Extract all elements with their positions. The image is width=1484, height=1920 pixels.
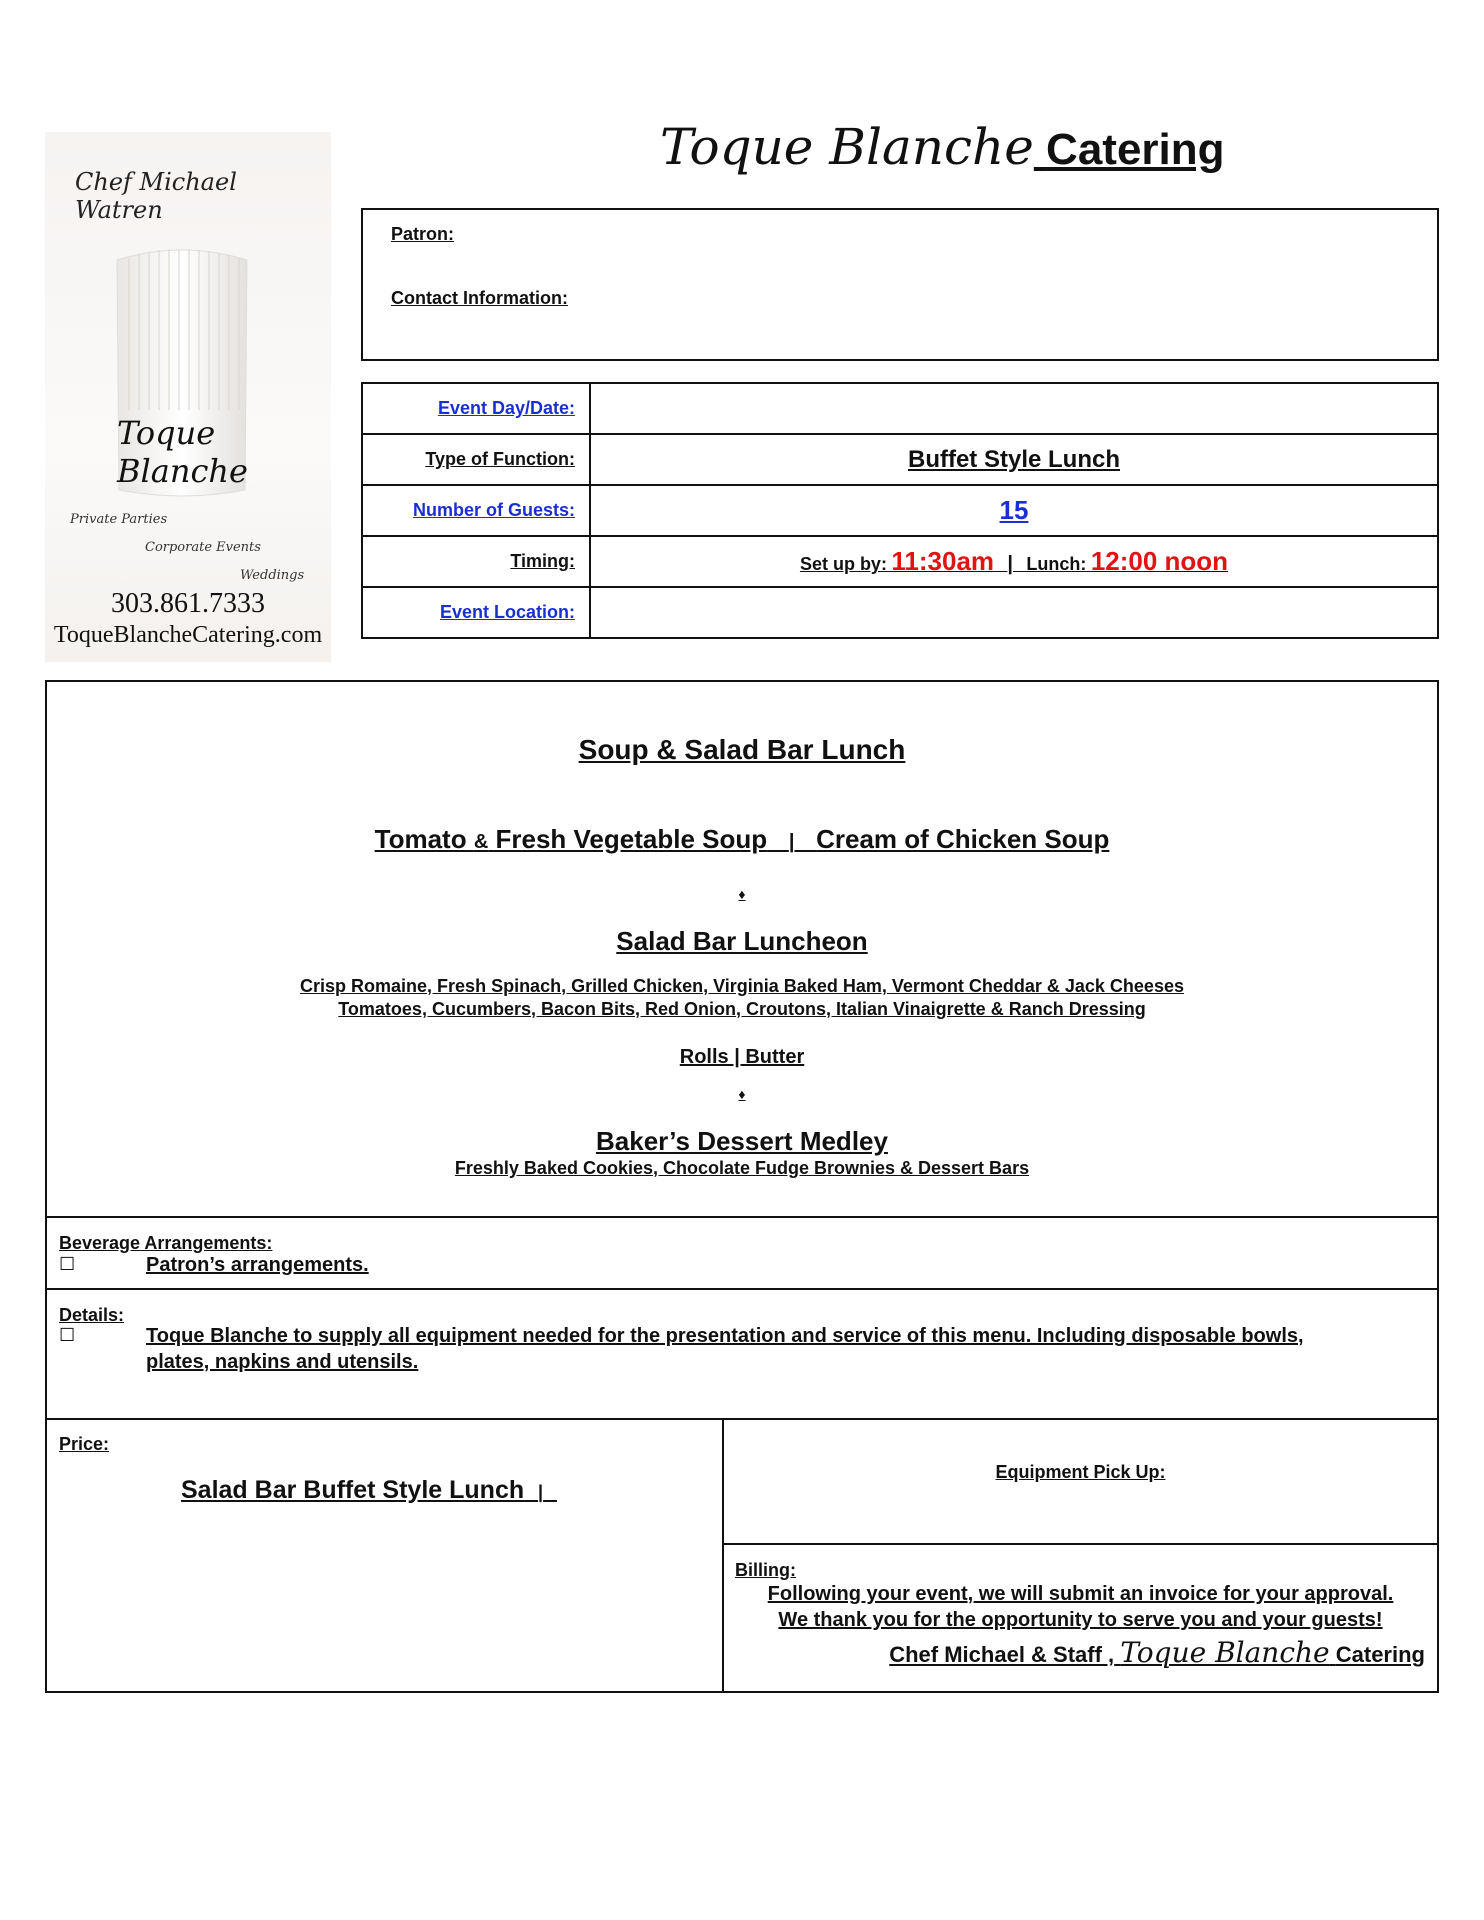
title-brand-script: Toque Blanche <box>660 118 1034 176</box>
setup-label: Set up by: <box>799 554 887 574</box>
billing-signature <box>889 1636 1425 1669</box>
timing-row <box>362 536 1438 587</box>
service-private-parties: Private Parties <box>70 512 168 527</box>
setup-time: 11:30am <box>891 546 995 576</box>
service-weddings: Weddings <box>240 568 305 583</box>
patron-box <box>361 208 1439 361</box>
billing-line-2: We thank you for the opportunity to serve you and your guests! <box>778 1609 1383 1631</box>
timing-value <box>590 536 1438 587</box>
soup-ampersand: & <box>473 831 489 853</box>
function-label: Type of Function: <box>362 434 590 485</box>
price-item <box>181 1476 557 1505</box>
location-row <box>362 587 1438 638</box>
logo-brand: Toque Blanche <box>117 414 248 490</box>
equipment-label: Equipment Pick Up: <box>995 1462 1166 1482</box>
soup-vegetable: Fresh Vegetable Soup <box>495 824 768 854</box>
divider-price <box>47 1418 1437 1420</box>
location-label: Event Location: <box>362 587 590 638</box>
guests-row <box>362 485 1438 536</box>
title-brand-word: Catering <box>1046 125 1225 174</box>
details-label: Details: <box>59 1305 125 1325</box>
rolls-butter: Rolls | Butter <box>679 1046 805 1068</box>
soup-chicken: Cream of Chicken Soup <box>816 824 1110 854</box>
soup-separator: | <box>788 831 795 853</box>
logo-phone: 303.861.7333 <box>111 588 265 619</box>
logo-website: ToqueBlancheCatering.com <box>53 622 323 648</box>
price-label: Price: <box>59 1434 110 1454</box>
menu-title: Soup & Salad Bar Lunch <box>578 734 906 765</box>
details-text-1: Toque Blanche to supply all equipment needed for the presentation and service of this menu. Including disposable bowls, <box>146 1325 1304 1347</box>
signature-prefix: Chef Michael & Staff , <box>889 1642 1115 1667</box>
signature-brand-script: Toque Blanche <box>1120 1636 1330 1669</box>
signature-suffix: Catering <box>1335 1642 1425 1667</box>
price-item-name: Salad Bar Buffet Style Lunch <box>181 1476 525 1504</box>
divider-vertical <box>722 1418 724 1693</box>
logo-panel <box>45 132 331 662</box>
billing-text <box>722 1581 1439 1633</box>
billing-line-1: Following your event, we will submit an invoice for your approval. <box>767 1583 1394 1605</box>
location-value <box>590 587 1438 638</box>
details-checkbox[interactable]: ☐ <box>59 1325 76 1345</box>
beverage-text: Patron’s arrangements. <box>146 1254 369 1276</box>
timing-separator: | <box>1007 553 1014 575</box>
lunch-label: Lunch: <box>1026 554 1087 574</box>
salad-title: Salad Bar Luncheon <box>616 926 868 956</box>
price-separator: | <box>538 1482 544 1502</box>
soup-tomato: Tomato <box>374 824 467 854</box>
lunch-time: 12:00 noon <box>1090 546 1229 576</box>
event-date-value <box>590 383 1438 434</box>
beverage-checkbox[interactable]: ☐ <box>59 1254 76 1274</box>
menu-box <box>45 680 1439 1693</box>
salad-line-1: Crisp Romaine, Fresh Spinach, Grilled Chicken, Virginia Baked Ham, Vermont Cheddar & Jack Cheeses <box>300 976 1184 996</box>
function-row <box>362 434 1438 485</box>
divider-billing <box>722 1543 1439 1545</box>
diamond-icon: ♦ <box>738 886 746 902</box>
soups-line <box>47 824 1437 855</box>
guests-value: 15 <box>590 485 1438 536</box>
details-text-2: plates, napkins and utensils. <box>146 1351 419 1373</box>
divider-details <box>47 1288 1437 1290</box>
salad-line-2: Tomatoes, Cucumbers, Bacon Bits, Red Onion, Croutons, Italian Vinaigrette & Ranch Dressing <box>338 999 1146 1019</box>
patron-label: Patron: <box>391 224 454 244</box>
chef-name: Chef Michael Watren <box>75 168 237 224</box>
diamond-icon-2: ♦ <box>738 1086 746 1102</box>
contact-label: Contact Information: <box>391 288 568 308</box>
dessert-desc: Freshly Baked Cookies, Chocolate Fudge Brownies & Dessert Bars <box>454 1158 1030 1178</box>
divider-beverage <box>47 1216 1437 1218</box>
service-corporate-events: Corporate Events <box>145 540 261 555</box>
page-title <box>660 118 1225 176</box>
billing-label: Billing: <box>735 1560 796 1580</box>
guests-label: Number of Guests: <box>362 485 590 536</box>
function-value: Buffet Style Lunch <box>590 434 1438 485</box>
event-table <box>361 382 1439 639</box>
beverage-label: Beverage Arrangements: <box>59 1233 273 1253</box>
event-date-label: Event Day/Date: <box>362 383 590 434</box>
timing-label: Timing: <box>362 536 590 587</box>
dessert-title: Baker’s Dessert Medley <box>596 1126 888 1156</box>
event-date-row <box>362 383 1438 434</box>
